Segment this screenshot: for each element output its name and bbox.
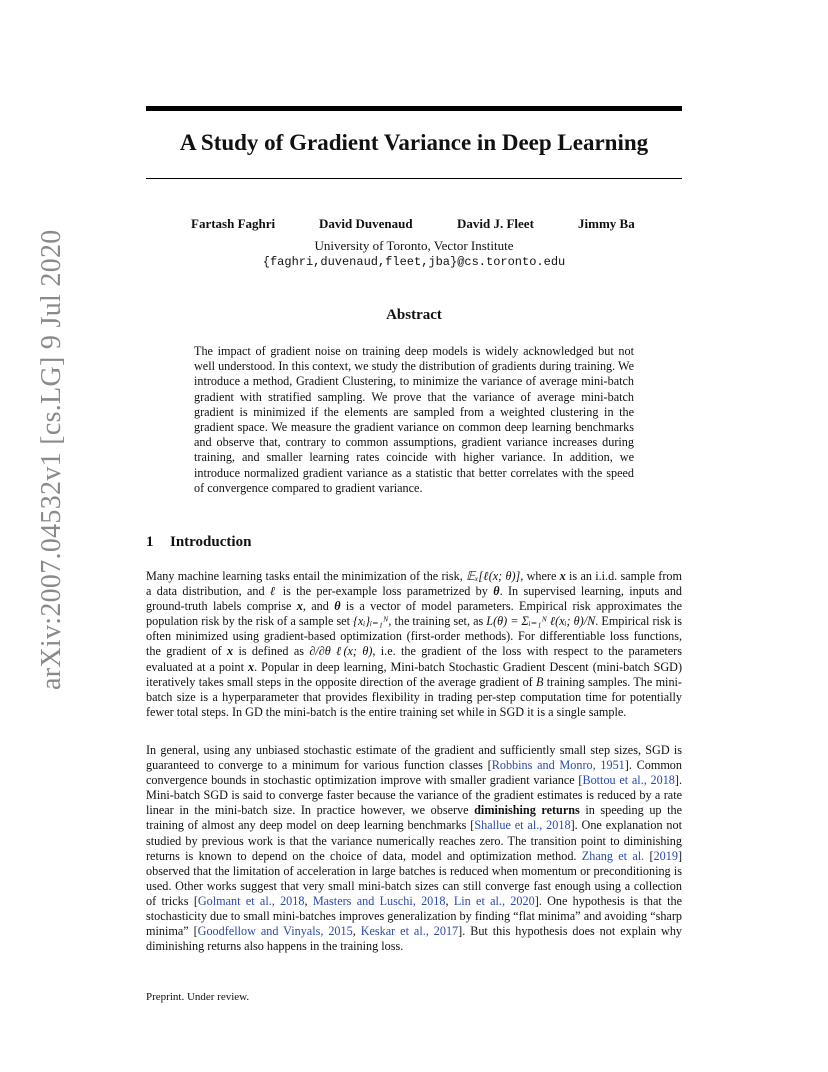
text-run: , (445, 893, 454, 908)
text-run: , the training set, as (388, 614, 487, 629)
citation-link[interactable]: Lin et al., 2020 (453, 893, 535, 908)
citation-link[interactable]: Zhang et al. (581, 848, 645, 863)
text-run: Many machine learning tasks entail the minimization of the risk, (146, 569, 467, 583)
author-name: Fartash Faghri (191, 216, 276, 231)
affiliation: University of Toronto, Vector Institute (314, 238, 514, 253)
author-emails: {faghri,duvenaud,fleet,jba}@cs.toronto.edu (262, 255, 566, 269)
text-run: ]. Mini-batch SGD is said to converge faster because the variance of the gradient estimates is reduced by a rate linear in the mini-batch size. In practice however, we observe (146, 773, 683, 818)
section-number: 1 (146, 534, 154, 550)
math-expression: θ (334, 599, 341, 614)
page-footer: Preprint. Under review. (146, 991, 250, 1003)
math-expression: ℓ (269, 584, 278, 599)
text-run: ]. Common convergence bounds in stochastic optimization improve with smaller gradient variance [ (146, 758, 682, 788)
author-name: David Duvenaud (319, 216, 413, 231)
text-run: . Empirical risk is often minimized using gradient-based optimization (first-order methods). For differentiable loss functions, the gradient of (146, 614, 682, 659)
author-name: Jimmy Ba (578, 216, 635, 231)
text-run: ] observed that the limitation of acceleration in large batches is reduced when momentum or preconditioning is used. Other works suggest that very small mini-batch sizes can still converge fast enough using a collection of tricks [ (146, 848, 683, 908)
abstract-body: The impact of gradient noise on training deep models is widely acknowledged but not well understood. In this context, we study the distribution of gradients during training. We introduce a method, Gradient Clustering, to minimize the variance of average mini-batch gradient with stratified sampling. We prove that the variance of average mini-batch gradient is minimized if the elements are sampled from a weighted clustering in the gradient space. We measure the gradient variance on common deep learning benchmarks and observe that, contrary to common assumptions, gradient variance increases during training, and smaller learning rates coincide with higher variance. In addition, we introduce normalized gradient variance as a statistic that better correlates with the speed of convergence compared to gradient variance. (194, 344, 634, 495)
citation-link[interactable]: 2019 (653, 848, 678, 863)
citation-link[interactable]: Goodfellow and Vinyals, 2015 (197, 924, 353, 939)
section-title: Introduction (170, 534, 252, 550)
text-run: , (352, 924, 361, 939)
text-run: . Popular in deep learning, Mini-batch Stochastic Gradient Descent (mini-batch SGD) iteratively takes small steps in the opposite direction of the average gradient of (146, 659, 683, 689)
text-run: is an i.i.d. sample from a data distribution, and (146, 569, 682, 599)
text-run: ]. One hypothesis is that the stochasticity due to small mini-batches improves generalization by finding “flat minima” and avoiding “sharp minima” [ (146, 893, 682, 939)
math-expression: x (559, 569, 566, 583)
text-run: is the per-example loss parametrized by (277, 584, 494, 599)
author-name: David J. Fleet (457, 216, 534, 231)
intro-paragraph-2 (146, 743, 682, 954)
citation-link[interactable]: Keskar et al., 2017 (360, 924, 459, 939)
math-expression: x (247, 659, 255, 674)
citation-link[interactable]: Masters and Luschi, 2018 (312, 893, 446, 908)
math-expression: x (296, 599, 303, 614)
math-expression: B (536, 674, 544, 689)
text-run: in speeding up the training of almost any deep model on deep learning benchmarks [ (146, 803, 683, 833)
emphasis: diminishing returns (474, 803, 580, 818)
math-expression: 𝔼ₓ[ℓ(x; θ)] (466, 569, 521, 583)
citation-link[interactable]: Robbins and Monro, 1951 (491, 758, 625, 773)
title-top-rule (146, 106, 682, 111)
text-run: is defined as (233, 644, 310, 659)
intro-paragraph-1 (146, 569, 682, 720)
text-run: ]. But this hypothesis does not explain why diminishing returns also happens in the training loss. (146, 924, 683, 954)
math-expression: x (227, 644, 234, 659)
text-run: training samples. The mini-batch size is a hyperparameter that provides flexibility in trading per-step computation time for potentially fewer total steps. In GD the mini-batch is the entire training set while in SGD it is a single sample. (146, 674, 682, 719)
text-run: , i.e. the gradient of the loss with respect to the parameters evaluated at a point (146, 644, 682, 674)
title-bottom-rule (146, 178, 682, 179)
text-run: In general, using any unbiased stochastic estimate of the gradient and sufficiently small step sizes, SGD is guaranteed to converge to a minimum for various function classes [ (146, 743, 682, 773)
citation-link[interactable]: Shallue et al., 2018 (474, 818, 571, 833)
math-expression: θ (493, 584, 500, 599)
section-heading (146, 534, 251, 551)
text-run: ]. One explanation not studied by previous work is that the variance numerically reaches zero. The transition point to diminishing returns is known to depend on the choice of data, model and optimization method. (146, 818, 682, 863)
author-list (146, 216, 682, 234)
math-expression: L(θ) = Σᵢ₌₁ᴺ ℓ(xᵢ; θ)/N (486, 614, 596, 629)
abstract-heading: Abstract (386, 307, 442, 323)
text-run: [ (644, 848, 654, 863)
text-run: is a vector of model parameters. Empirical risk approximates the population risk by the risk of a sample set (146, 599, 682, 629)
affiliation-block (146, 238, 682, 270)
text-run: , and (302, 599, 335, 614)
math-expression: {xᵢ}ᵢ₌₁ᴺ (353, 614, 389, 629)
arxiv-identifier: arXiv:2007.04532v1 [cs.LG] 9 Jul 2020 (36, 229, 67, 690)
text-run: . In supervised learning, inputs and ground-truth labels comprise (146, 584, 683, 614)
paper-title: A Study of Gradient Variance in Deep Learning (179, 130, 649, 155)
math-expression: ∂/∂θ ℓ(x; θ) (309, 644, 373, 659)
text-run: , (304, 893, 313, 908)
citation-link[interactable]: Bottou et al., 2018 (582, 773, 675, 788)
citation-link[interactable]: Golmant et al., 2018 (197, 893, 305, 908)
text-run: , where (520, 569, 560, 583)
